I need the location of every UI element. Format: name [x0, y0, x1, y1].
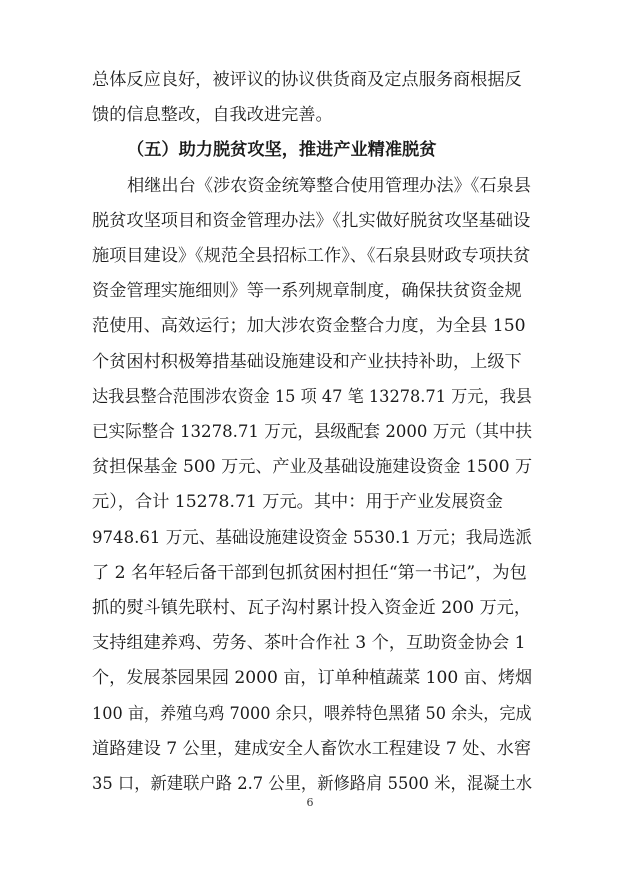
section-heading: （五）助力脱贫攻坚，推进产业精准脱贫 — [127, 140, 437, 160]
text-line: 个贫困村积极筹措基础设施建设和产业扶持补助，上级下 — [92, 352, 522, 372]
text-line: 范使用、高效运行；加大涉农资金整合力度，为全县 150 — [92, 316, 526, 336]
text-line: 施项目建设》《规范全县招标工作》、《石泉县财政专项扶贫 — [92, 246, 531, 266]
text-line: 抓的熨斗镇先联村、瓦子沟村累计投入资金近 200 万元， — [92, 598, 532, 618]
text-line: 资金管理实施细则》等一系列规章制度，确保扶贫资金规 — [92, 281, 522, 301]
text-line: 脱贫攻坚项目和资金管理办法》《扎实做好脱贫攻坚基础设 — [92, 211, 531, 231]
text-line: 达我县整合范围涉农资金 15 项 47 笔 13278.71 万元，我县 — [92, 387, 532, 407]
text-line: 馈的信息整改，自我改进完善。 — [92, 105, 333, 125]
text-line: 道路建设 7 公里，建成安全人畜饮水工程建设 7 处、水窖 — [92, 739, 532, 759]
text-line: 支持组建养鸡、劳务、茶叶合作社 3 个，互助资金协会 1 — [92, 633, 526, 653]
page-number: 6 — [306, 796, 314, 809]
text-line: 已实际整合 13278.71 万元，县级配套 2000 万元（其中扶 — [92, 422, 532, 442]
text-line: 贫担保基金 500 万元、产业及基础设施建设资金 1500 万 — [92, 457, 533, 477]
text-line: 相继出台《涉农资金统筹整合使用管理办法》《石泉县 — [127, 176, 531, 196]
text-line: 总体反应良好，被评议的协议供货商及定点服务商根据反 — [92, 70, 522, 90]
text-line: 9748.61 万元、基础设施建设资金 5530.1 万元；我局选派 — [92, 528, 532, 548]
text-line: 了 2 名年轻后备干部到包抓贫困村担任“第一书记”，为包 — [92, 563, 527, 583]
text-line: 35 口，新建联户路 2.7 公里，新修路肩 5500 米，混凝土水 — [92, 774, 533, 794]
text-line: 元），合计 15278.71 万元。其中：用于产业发展资金 — [92, 492, 503, 512]
text-line: 个，发展茶园果园 2000 亩，订单种植蔬菜 100 亩、烤烟 — [92, 668, 533, 688]
text-line: 100 亩，养殖乌鸡 7000 余只，喂养特色黑猪 50 余头，完成 — [92, 704, 532, 724]
